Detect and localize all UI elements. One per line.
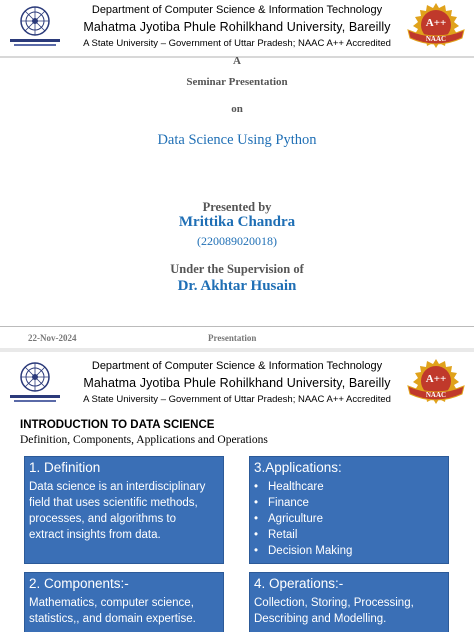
naac-badge-icon bbox=[406, 2, 466, 52]
operations-line: Describing and Modelling. bbox=[254, 613, 387, 625]
section-subtitle: Definition, Components, Applications and Operations bbox=[20, 434, 268, 446]
university-name: Mahatma Jyotiba Phule Rohilkhand University, Bareilly bbox=[83, 376, 391, 390]
department-name: Department of Computer Science & Information Technology bbox=[91, 4, 383, 16]
label-supervision: Under the Supervision of bbox=[170, 262, 304, 276]
supervisor-name: Dr. Akhtar Husain bbox=[177, 278, 297, 294]
definition-line: Data science is an interdisciplinary bbox=[29, 481, 206, 493]
university-name: Mahatma Jyotiba Phule Rohilkhand University, Bareilly bbox=[83, 20, 391, 34]
operations-heading: 4. Operations:- bbox=[254, 576, 344, 591]
university-status: A State University – Government of Uttar Pradesh; NAAC A++ Accredited bbox=[83, 394, 391, 405]
list-item: • Agriculture bbox=[254, 511, 352, 527]
list-item: • Finance bbox=[254, 495, 352, 511]
operations-box bbox=[249, 572, 449, 632]
list-item: • Decision Making bbox=[254, 543, 352, 559]
components-line: Mathematics, computer science, bbox=[29, 597, 194, 609]
naac-label: NAAC bbox=[425, 35, 447, 43]
definition-line: processes, and algorithms to bbox=[29, 513, 177, 525]
applications-list bbox=[254, 479, 352, 559]
label-presented-by: Presented by bbox=[202, 200, 272, 214]
definition-heading: 1. Definition bbox=[29, 460, 101, 475]
intro-slide bbox=[0, 352, 474, 632]
components-box bbox=[24, 572, 224, 632]
naac-grade: A++ bbox=[425, 17, 447, 29]
operations-text bbox=[254, 595, 414, 627]
applications-heading: 3.Applications: bbox=[254, 460, 342, 475]
definition-text bbox=[29, 479, 205, 543]
list-item: • Retail bbox=[254, 527, 352, 543]
footer-label: Presentation bbox=[208, 333, 257, 343]
operations-line: Collection, Storing, Processing, bbox=[254, 597, 414, 609]
department-name: Department of Computer Science & Information Technology bbox=[91, 360, 383, 372]
section-title: INTRODUCTION TO DATA SCIENCE bbox=[20, 419, 215, 431]
definition-line: field that uses scientific methods, bbox=[29, 497, 198, 509]
presenter-roll-number: (220089020018) bbox=[197, 234, 277, 248]
presentation-topic: Data Science Using Python bbox=[157, 132, 317, 148]
presenter-name: Mrittika Chandra bbox=[178, 214, 296, 230]
naac-grade: A++ bbox=[425, 373, 447, 385]
university-header bbox=[0, 356, 474, 410]
label-a: A bbox=[233, 55, 241, 67]
definition-box bbox=[24, 456, 224, 564]
components-text bbox=[29, 595, 196, 627]
footer-date: 22-Nov-2024 bbox=[28, 333, 77, 343]
footer-divider bbox=[0, 326, 474, 327]
list-item: • Healthcare bbox=[254, 479, 352, 495]
university-status: A State University – Government of Uttar Pradesh; NAAC A++ Accredited bbox=[83, 38, 391, 49]
components-line: statistics,, and domain expertise. bbox=[29, 613, 196, 625]
label-seminar: Seminar Presentation bbox=[186, 76, 288, 88]
applications-box bbox=[249, 456, 449, 564]
label-on: on bbox=[231, 103, 243, 115]
naac-badge-icon bbox=[406, 358, 466, 408]
university-header bbox=[0, 0, 474, 54]
definition-line: extract insights from data. bbox=[29, 529, 161, 541]
naac-label: NAAC bbox=[425, 391, 447, 399]
components-heading: 2. Components:- bbox=[29, 576, 129, 591]
